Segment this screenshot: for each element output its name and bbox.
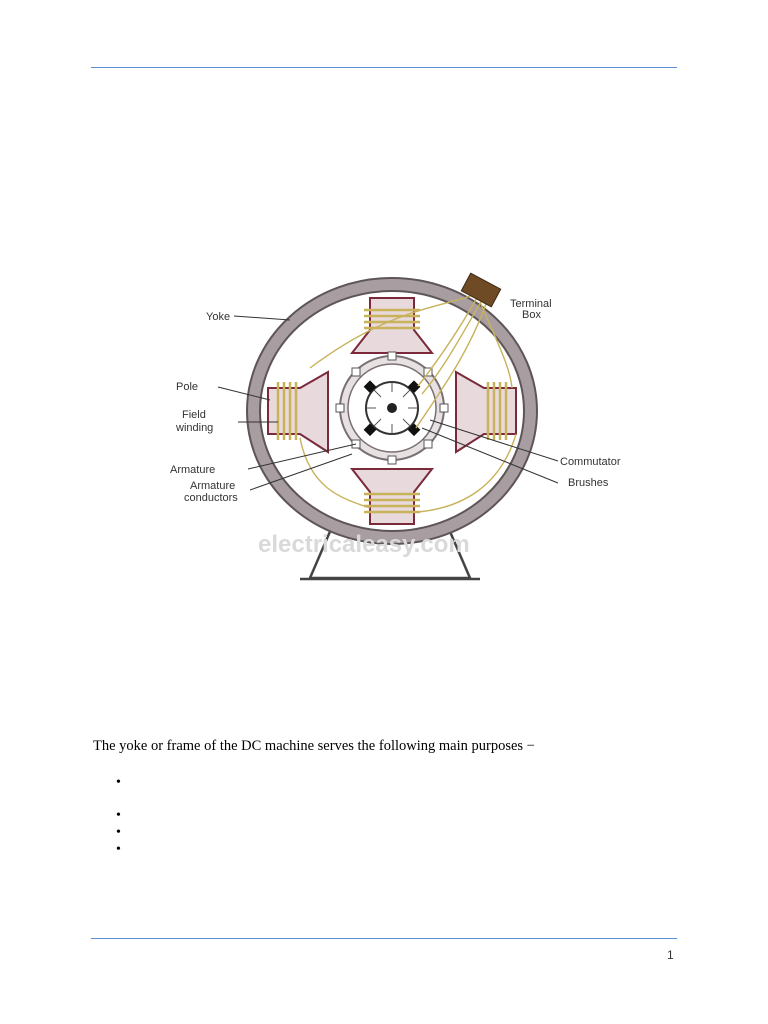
label-armature: Armature: [170, 464, 216, 476]
header-rule: [91, 67, 677, 68]
label-brushes: Brushes: [568, 477, 609, 489]
dc-machine-svg: [160, 268, 640, 588]
footer-rule: [91, 938, 677, 939]
label-terminal-box-2: Box: [522, 309, 541, 321]
label-terminal-box-1: Terminal: [510, 298, 552, 310]
label-pole: Pole: [176, 381, 199, 393]
label-field-winding-1: Field: [182, 409, 206, 421]
label-field-winding-2: winding: [176, 422, 214, 434]
list-item: •: [116, 775, 121, 790]
label-yoke: Yoke: [206, 311, 231, 323]
label-armature-conductors-1: Armature: [190, 480, 236, 492]
intro-paragraph: The yoke or frame of the DC machine serves the following main purposes −: [93, 738, 535, 754]
label-commutator: Commutator: [560, 456, 621, 468]
shaft: [387, 403, 397, 413]
page-number: 1: [667, 948, 674, 962]
watermark: electricaleasy.com: [258, 531, 470, 558]
list-item: •: [116, 808, 121, 823]
list-item: •: [116, 825, 121, 840]
label-armature-conductors-2: conductors: [184, 492, 238, 504]
list-item: •: [116, 842, 121, 857]
dc-machine-diagram: [160, 268, 640, 588]
